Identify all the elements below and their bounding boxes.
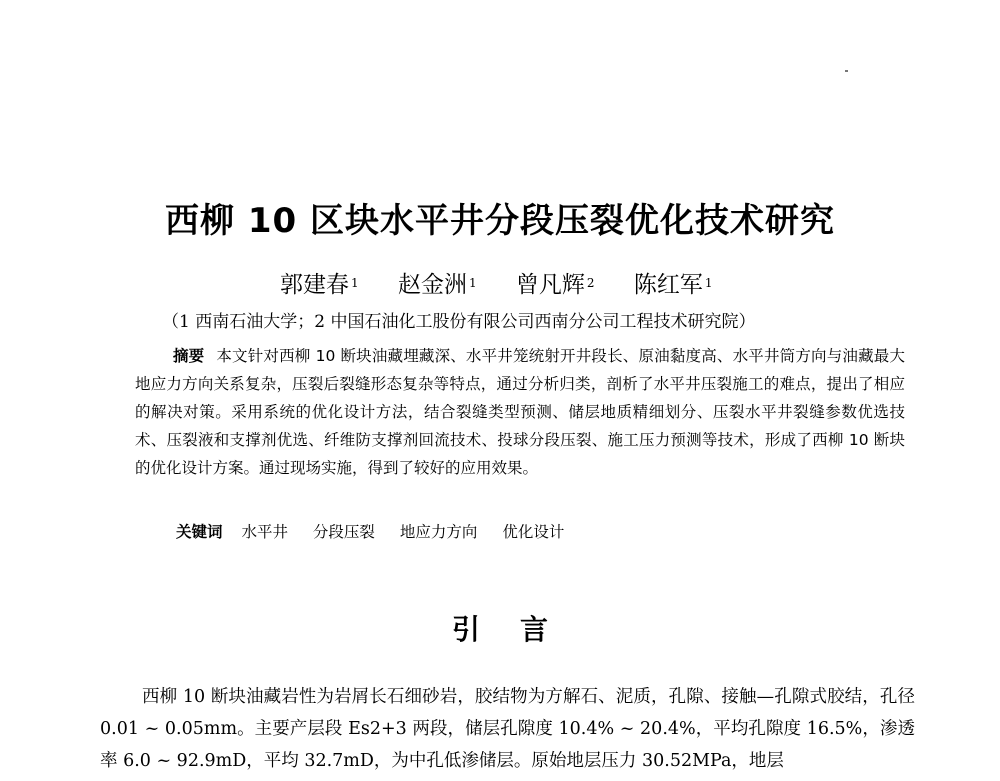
author-affiliation-mark: 1: [468, 276, 477, 290]
author-affiliation-mark: 1: [351, 276, 359, 290]
author-name: 赵金洲: [397, 272, 467, 298]
author-list: [280, 268, 740, 302]
author-name: 曾凡辉: [515, 272, 585, 298]
author: [634, 268, 713, 302]
abstract-text: 本文针对西柳 10 断块油藏埋藏深、水平井笼统射开井段长、原油黏度高、水平井筒方向与油藏最大地应力方向关系复杂，压裂后裂缝形态复杂等特点，通过分析归类，剖析了水平井压裂施工的难点，提出了相应的解决对策。采用系统的优化设计方法，结合裂缝类型预测、储层地质精细划分、压裂水平井裂缝参数优选技术、压裂液和支撑剂优选、纤维防支撑剂回流技术、投球分段压裂、施工压力预测等技术，形成了西柳 10 断块的优化设计方案。通过现场实施，得到了较好的应用效果。: [135, 347, 905, 477]
keyword: 地应力方向: [399, 523, 478, 541]
author: [280, 268, 359, 302]
abstract-label: 摘要: [173, 347, 205, 365]
author-affiliation-mark: 2: [586, 276, 595, 290]
keywords: [176, 519, 876, 545]
author: [516, 268, 595, 302]
section-heading: 引言: [451, 613, 588, 646]
body-paragraph: 西柳 10 断块油藏岩性为岩屑长石细砂岩，胶结物为方解石、泥质，孔隙、接触—孔隙式胶结，孔径 0.01 ~ 0.05mm。主要产层段 Es2+3 两段，储层孔隙度 10.4% ~ 20.4%，平均孔隙度 16.5%，渗透率 6.0 ~ 92.9mD，平均 32.7mD，为中孔低渗储层。原始地层压力 30.52MPa，地层: [100, 687, 915, 771]
keyword: 优化设计: [502, 523, 565, 541]
abstract: [135, 342, 905, 482]
author-name: 郭建春: [280, 272, 349, 298]
keyword: 分段压裂: [312, 523, 375, 541]
affiliation: （1 西南石油大学；2 中国石油化工股份有限公司西南分公司工程技术研究院）: [162, 312, 756, 332]
paper-title: 西柳 10 区块水平井分段压裂优化技术研究: [165, 201, 835, 241]
speck-mark: [845, 70, 848, 72]
keywords-label: 关键词: [176, 523, 223, 541]
author-affiliation-mark: 1: [704, 276, 713, 290]
keyword: 水平井: [241, 523, 288, 541]
author: [398, 268, 477, 302]
author-name: 陈红军: [633, 272, 703, 298]
